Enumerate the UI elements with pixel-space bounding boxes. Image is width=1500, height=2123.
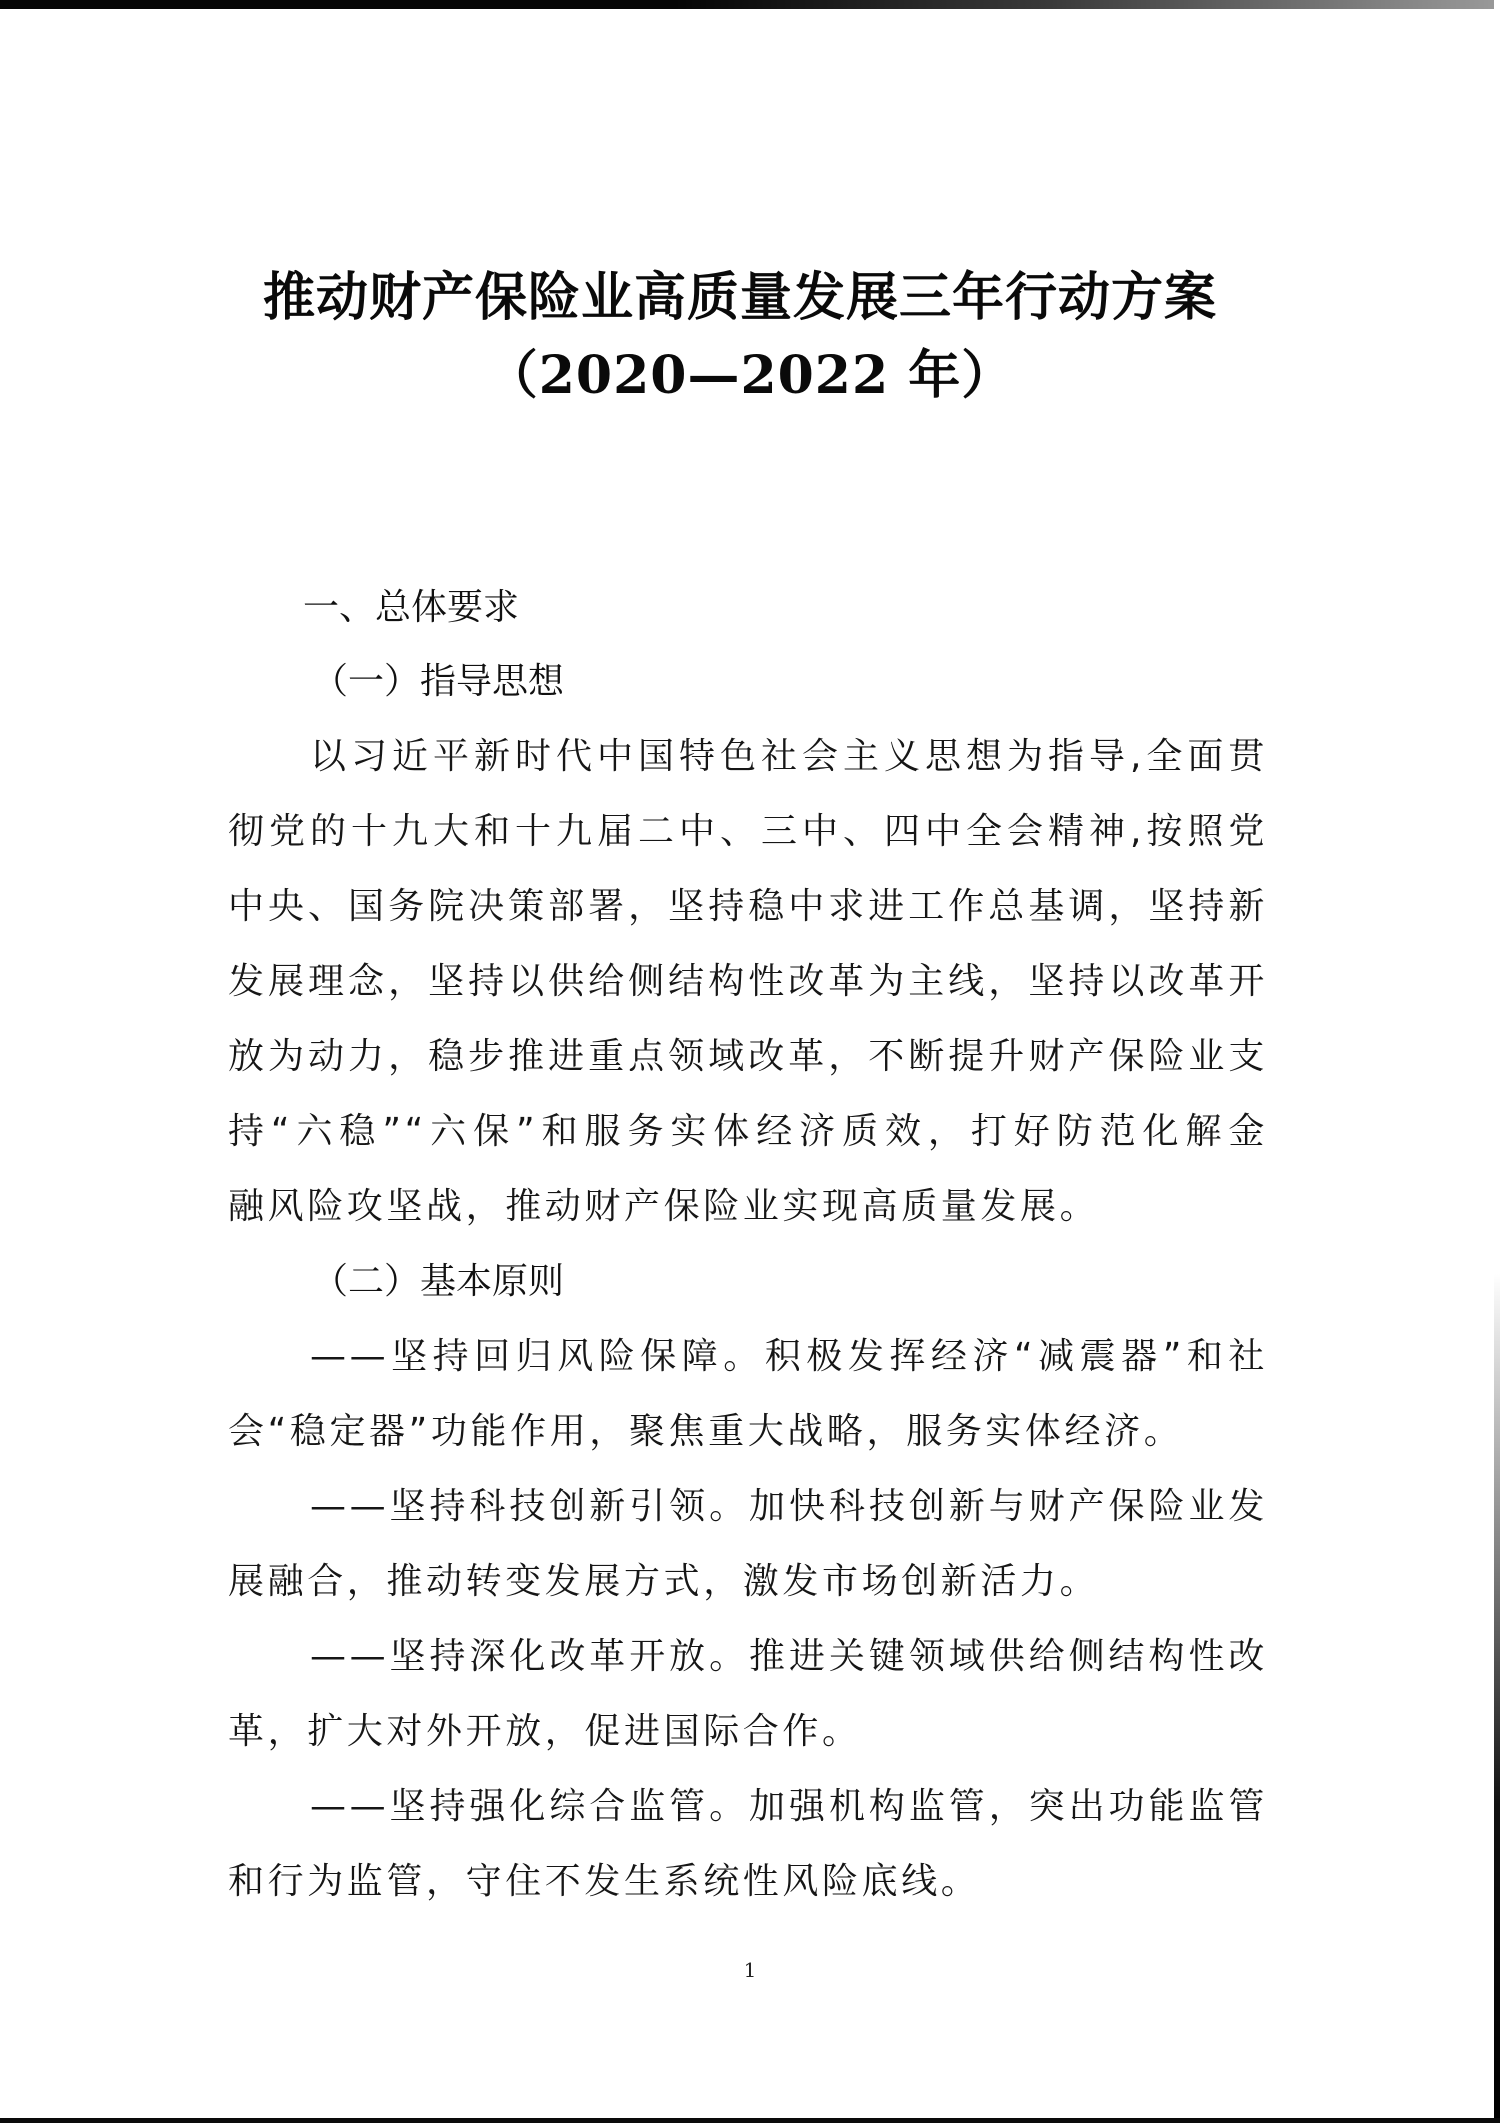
paragraph-line: 融风险攻坚战，推动财产保险业实现高质量发展。 (228, 1186, 1100, 1227)
principle-line: ——坚持强化综合监管。加强机构监管，突出功能监管 (310, 1786, 1268, 1827)
principle-line: ——坚持科技创新引领。加快科技创新与财产保险业发 (310, 1486, 1268, 1527)
scan-border-top (0, 0, 1500, 9)
section-heading-general-requirements: 一、总体要求 (303, 587, 520, 628)
document-title-line2: （2020—2022 年） (485, 345, 1015, 406)
paragraph-line: 持“六稳”“六保”和服务实体经济质效，打好防范化解金 (228, 1111, 1268, 1152)
principle-line: 和行为监管，守住不发生系统性风险底线。 (228, 1861, 981, 1902)
subsection-heading-guiding-ideology: （一）指导思想 (312, 661, 565, 702)
subsection-heading-basic-principles: （二）基本原则 (312, 1261, 565, 1302)
principle-line: ——坚持回归风险保障。积极发挥经济“减震器”和社 (310, 1336, 1268, 1377)
scan-border-right (1494, 0, 1500, 2123)
document-title-line1: 推动财产保险业高质量发展三年行动方案 (262, 267, 1217, 328)
paragraph-line: 放为动力，稳步推进重点领域改革，不断提升财产保险业支 (228, 1036, 1268, 1077)
paragraph-line: 以习近平新时代中国特色社会主义思想为指导,全面贯 (310, 736, 1268, 777)
scan-border-bottom (0, 2118, 1500, 2123)
principle-line: ——坚持深化改革开放。推进关键领域供给侧结构性改 (310, 1636, 1268, 1677)
principle-line: 展融合，推动转变发展方式，激发市场创新活力。 (228, 1561, 1100, 1602)
paragraph-line: 发展理念，坚持以供给侧结构性改革为主线，坚持以改革开 (228, 961, 1268, 1002)
paragraph-line: 中央、国务院决策部署，坚持稳中求进工作总基调，坚持新 (228, 886, 1268, 927)
principle-line: 革，扩大对外开放，促进国际合作。 (228, 1711, 862, 1752)
paragraph-line: 彻党的十九大和十九届二中、三中、四中全会精神,按照党 (228, 811, 1268, 852)
page-number: 1 (743, 1958, 757, 1982)
principle-line: 会“稳定器”功能作用，聚焦重大战略，服务实体经济。 (228, 1411, 1184, 1452)
